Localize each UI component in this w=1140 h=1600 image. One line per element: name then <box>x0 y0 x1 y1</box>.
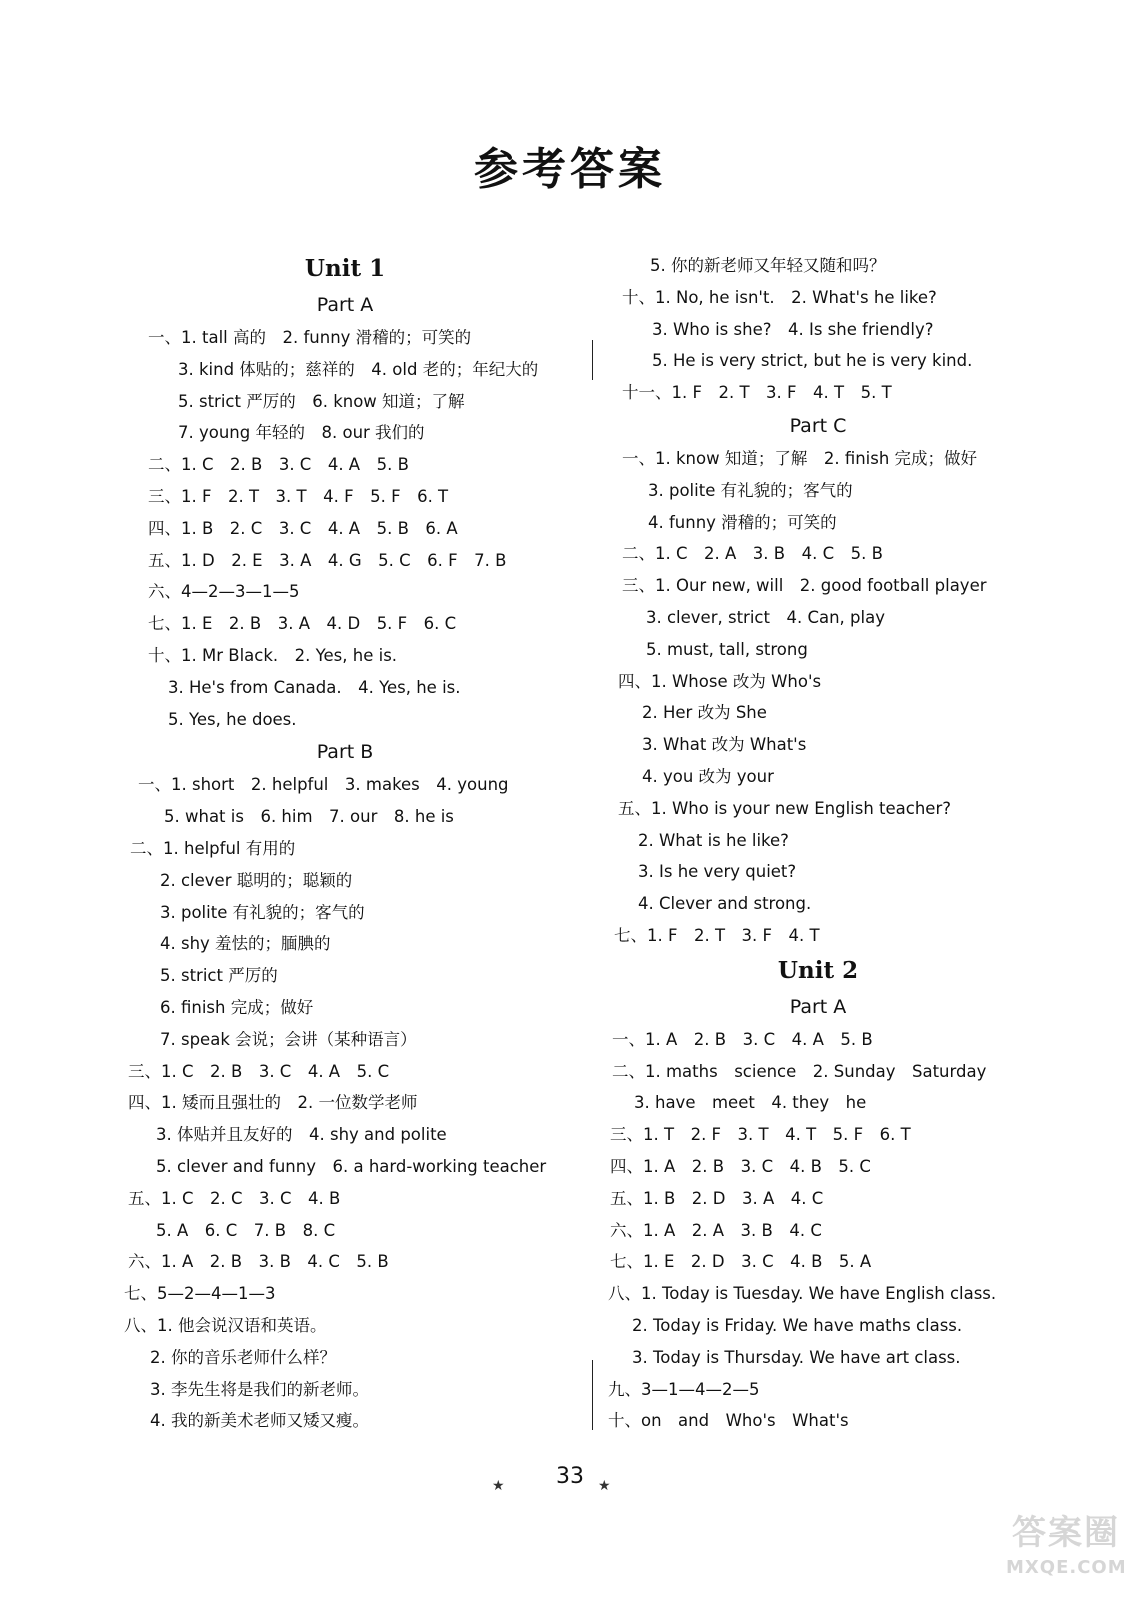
answer-line: 十、1. No, he isn't. 2. What's he like? <box>622 287 937 307</box>
answer-line: 5. strict 严厉的 6. know 知道；了解 <box>178 391 465 411</box>
part-heading: Part A <box>789 995 847 1018</box>
answer-line: 5. must, tall, strong <box>646 639 808 659</box>
answer-line: 4. funny 滑稽的；可笑的 <box>648 512 837 532</box>
answer-line: 4. shy 羞怯的；腼腆的 <box>160 934 331 954</box>
unit-heading: Unit 2 <box>777 956 859 984</box>
answer-line: 4. you 改为 your <box>642 766 774 786</box>
answer-line: 八、1. Today is Tuesday. We have English class. <box>608 1284 997 1304</box>
answer-line: 3. He's from Canada. 4. Yes, he is. <box>168 677 461 697</box>
answer-line: 5. 你的新老师又年轻又随和吗？ <box>650 256 886 275</box>
answer-line: 4. Clever and strong. <box>638 894 812 914</box>
answer-line: 2. Her 改为 She <box>642 703 767 723</box>
answer-column-right <box>608 250 1028 1437</box>
answer-line: 四、1. 矮而且强壮的 2. 一位数学老师 <box>128 1093 418 1113</box>
answer-line: 二、1. C 2. B 3. C 4. A 5. B <box>148 455 409 475</box>
column-divider-bottom <box>592 1360 593 1430</box>
answer-line: 一、1. know 知道；了解 2. finish 完成；做好 <box>622 448 978 468</box>
answer-line: 四、1. B 2. C 3. C 4. A 5. B 6. A <box>148 518 458 538</box>
answer-line: 四、1. A 2. B 3. C 4. B 5. C <box>610 1156 871 1176</box>
answer-line: 三、1. C 2. B 3. C 4. A 5. C <box>128 1061 390 1081</box>
answer-line: 一、1. short 2. helpful 3. makes 4. young <box>138 775 509 795</box>
answer-line: 3. polite 有礼貌的；客气的 <box>648 480 853 500</box>
answer-line: 3. Today is Thursday. We have art class. <box>632 1347 961 1367</box>
part-heading: Part C <box>789 414 847 437</box>
answer-line: 二、1. helpful 有用的 <box>130 838 296 858</box>
watermark-logo <box>1006 1510 1126 1590</box>
answer-line: 二、1. maths science 2. Sunday Saturday <box>612 1061 987 1081</box>
answer-line: 十、on and Who's What's <box>608 1411 849 1431</box>
answer-line: 三、1. T 2. F 3. T 4. T 5. F 6. T <box>610 1125 911 1145</box>
answer-line: 7. young 年轻的 8. our 我们的 <box>178 423 425 443</box>
answer-line: 四、1. Whose 改为 Who's <box>618 671 822 691</box>
answer-line: 五、1. D 2. E 3. A 4. G 5. C 6. F 7. B <box>148 550 507 570</box>
unit-heading: Unit 1 <box>304 255 386 282</box>
answer-line: 6. finish 完成；做好 <box>160 997 314 1017</box>
answer-line: 五、1. C 2. C 3. C 4. B <box>128 1188 341 1208</box>
answer-line: 7. speak 会说；会讲（某种语言） <box>160 1029 417 1049</box>
answer-line: 2. Today is Friday. We have maths class. <box>632 1315 963 1335</box>
answer-line: 3. 李先生将是我们的新老师。 <box>150 1379 369 1399</box>
answer-line: 3. kind 体贴的；慈祥的 4. old 老的；年纪大的 <box>178 359 539 379</box>
watermark-logo-text: 答案圈 <box>1012 1513 1120 1553</box>
answer-line: 2. 你的音乐老师什么样？ <box>150 1347 336 1367</box>
answer-line: 七、1. E 2. D 3. C 4. B 5. A <box>610 1252 872 1272</box>
answer-line: 三、1. Our new, will 2. good football player <box>622 576 987 596</box>
answer-line: 九、3—1—4—2—5 <box>608 1379 760 1399</box>
footer-star-right: ★ <box>598 1478 611 1494</box>
answer-line: 二、1. C 2. A 3. B 4. C 5. B <box>622 544 883 564</box>
answer-line: 三、1. F 2. T 3. T 4. F 5. F 6. T <box>148 486 449 506</box>
answer-line: 5. He is very strict, but he is very kind. <box>652 351 973 371</box>
answer-line: 5. Yes, he does. <box>168 709 297 729</box>
answer-line: 一、1. tall 高的 2. funny 滑稽的；可笑的 <box>148 328 472 347</box>
answer-line: 七、1. F 2. T 3. F 4. T <box>614 925 820 945</box>
answer-line: 3. What 改为 What's <box>642 735 807 755</box>
page-number: 33 <box>556 1464 584 1489</box>
answer-line: 一、1. A 2. B 3. C 4. A 5. B <box>612 1029 873 1049</box>
answer-column-left <box>110 250 580 1437</box>
answer-line: 八、1. 他会说汉语和英语。 <box>124 1315 327 1335</box>
column-divider-top <box>592 340 593 380</box>
answer-line: 十、1. Mr Black. 2. Yes, he is. <box>148 645 398 665</box>
answer-line: 五、1. Who is your new English teacher? <box>618 798 951 818</box>
answer-line: 4. 我的新美术老师又矮又瘦。 <box>150 1411 369 1431</box>
answer-line: 3. polite 有礼貌的；客气的 <box>160 902 365 922</box>
answer-line: 2. clever 聪明的；聪颖的 <box>160 870 353 890</box>
watermark-url: MXQE.COM <box>1006 1557 1127 1578</box>
answer-line: 3. have meet 4. they he <box>634 1093 867 1113</box>
part-heading: Part B <box>316 741 374 764</box>
answer-line: 2. What is he like? <box>638 830 789 850</box>
answer-line: 5. A 6. C 7. B 8. C <box>156 1220 336 1240</box>
answer-line: 3. Is he very quiet? <box>638 862 797 882</box>
answer-line: 七、5—2—4—1—3 <box>124 1284 276 1304</box>
answer-line: 5. strict 严厉的 <box>160 966 278 986</box>
page-title: 参考答案 <box>474 144 666 195</box>
part-heading: Part A <box>316 294 374 316</box>
answer-line: 5. clever and funny 6. a hard-working teacher <box>156 1156 547 1176</box>
answer-line: 3. 体贴并且友好的 4. shy and polite <box>156 1125 447 1145</box>
answer-line: 3. Who is she? 4. Is she friendly? <box>652 319 934 339</box>
answer-line: 六、1. A 2. A 3. B 4. C <box>610 1220 822 1240</box>
answer-line: 5. what is 6. him 7. our 8. he is <box>164 807 454 827</box>
answer-line: 七、1. E 2. B 3. A 4. D 5. F 6. C <box>148 614 457 634</box>
footer-star-left: ★ <box>492 1478 505 1494</box>
answer-line: 六、4—2—3—1—5 <box>148 582 300 602</box>
answer-line: 十一、1. F 2. T 3. F 4. T 5. T <box>622 383 892 403</box>
answer-line: 3. clever, strict 4. Can, play <box>646 607 885 627</box>
answer-line: 六、1. A 2. B 3. B 4. C 5. B <box>128 1252 389 1272</box>
answer-line: 五、1. B 2. D 3. A 4. C <box>610 1188 824 1208</box>
